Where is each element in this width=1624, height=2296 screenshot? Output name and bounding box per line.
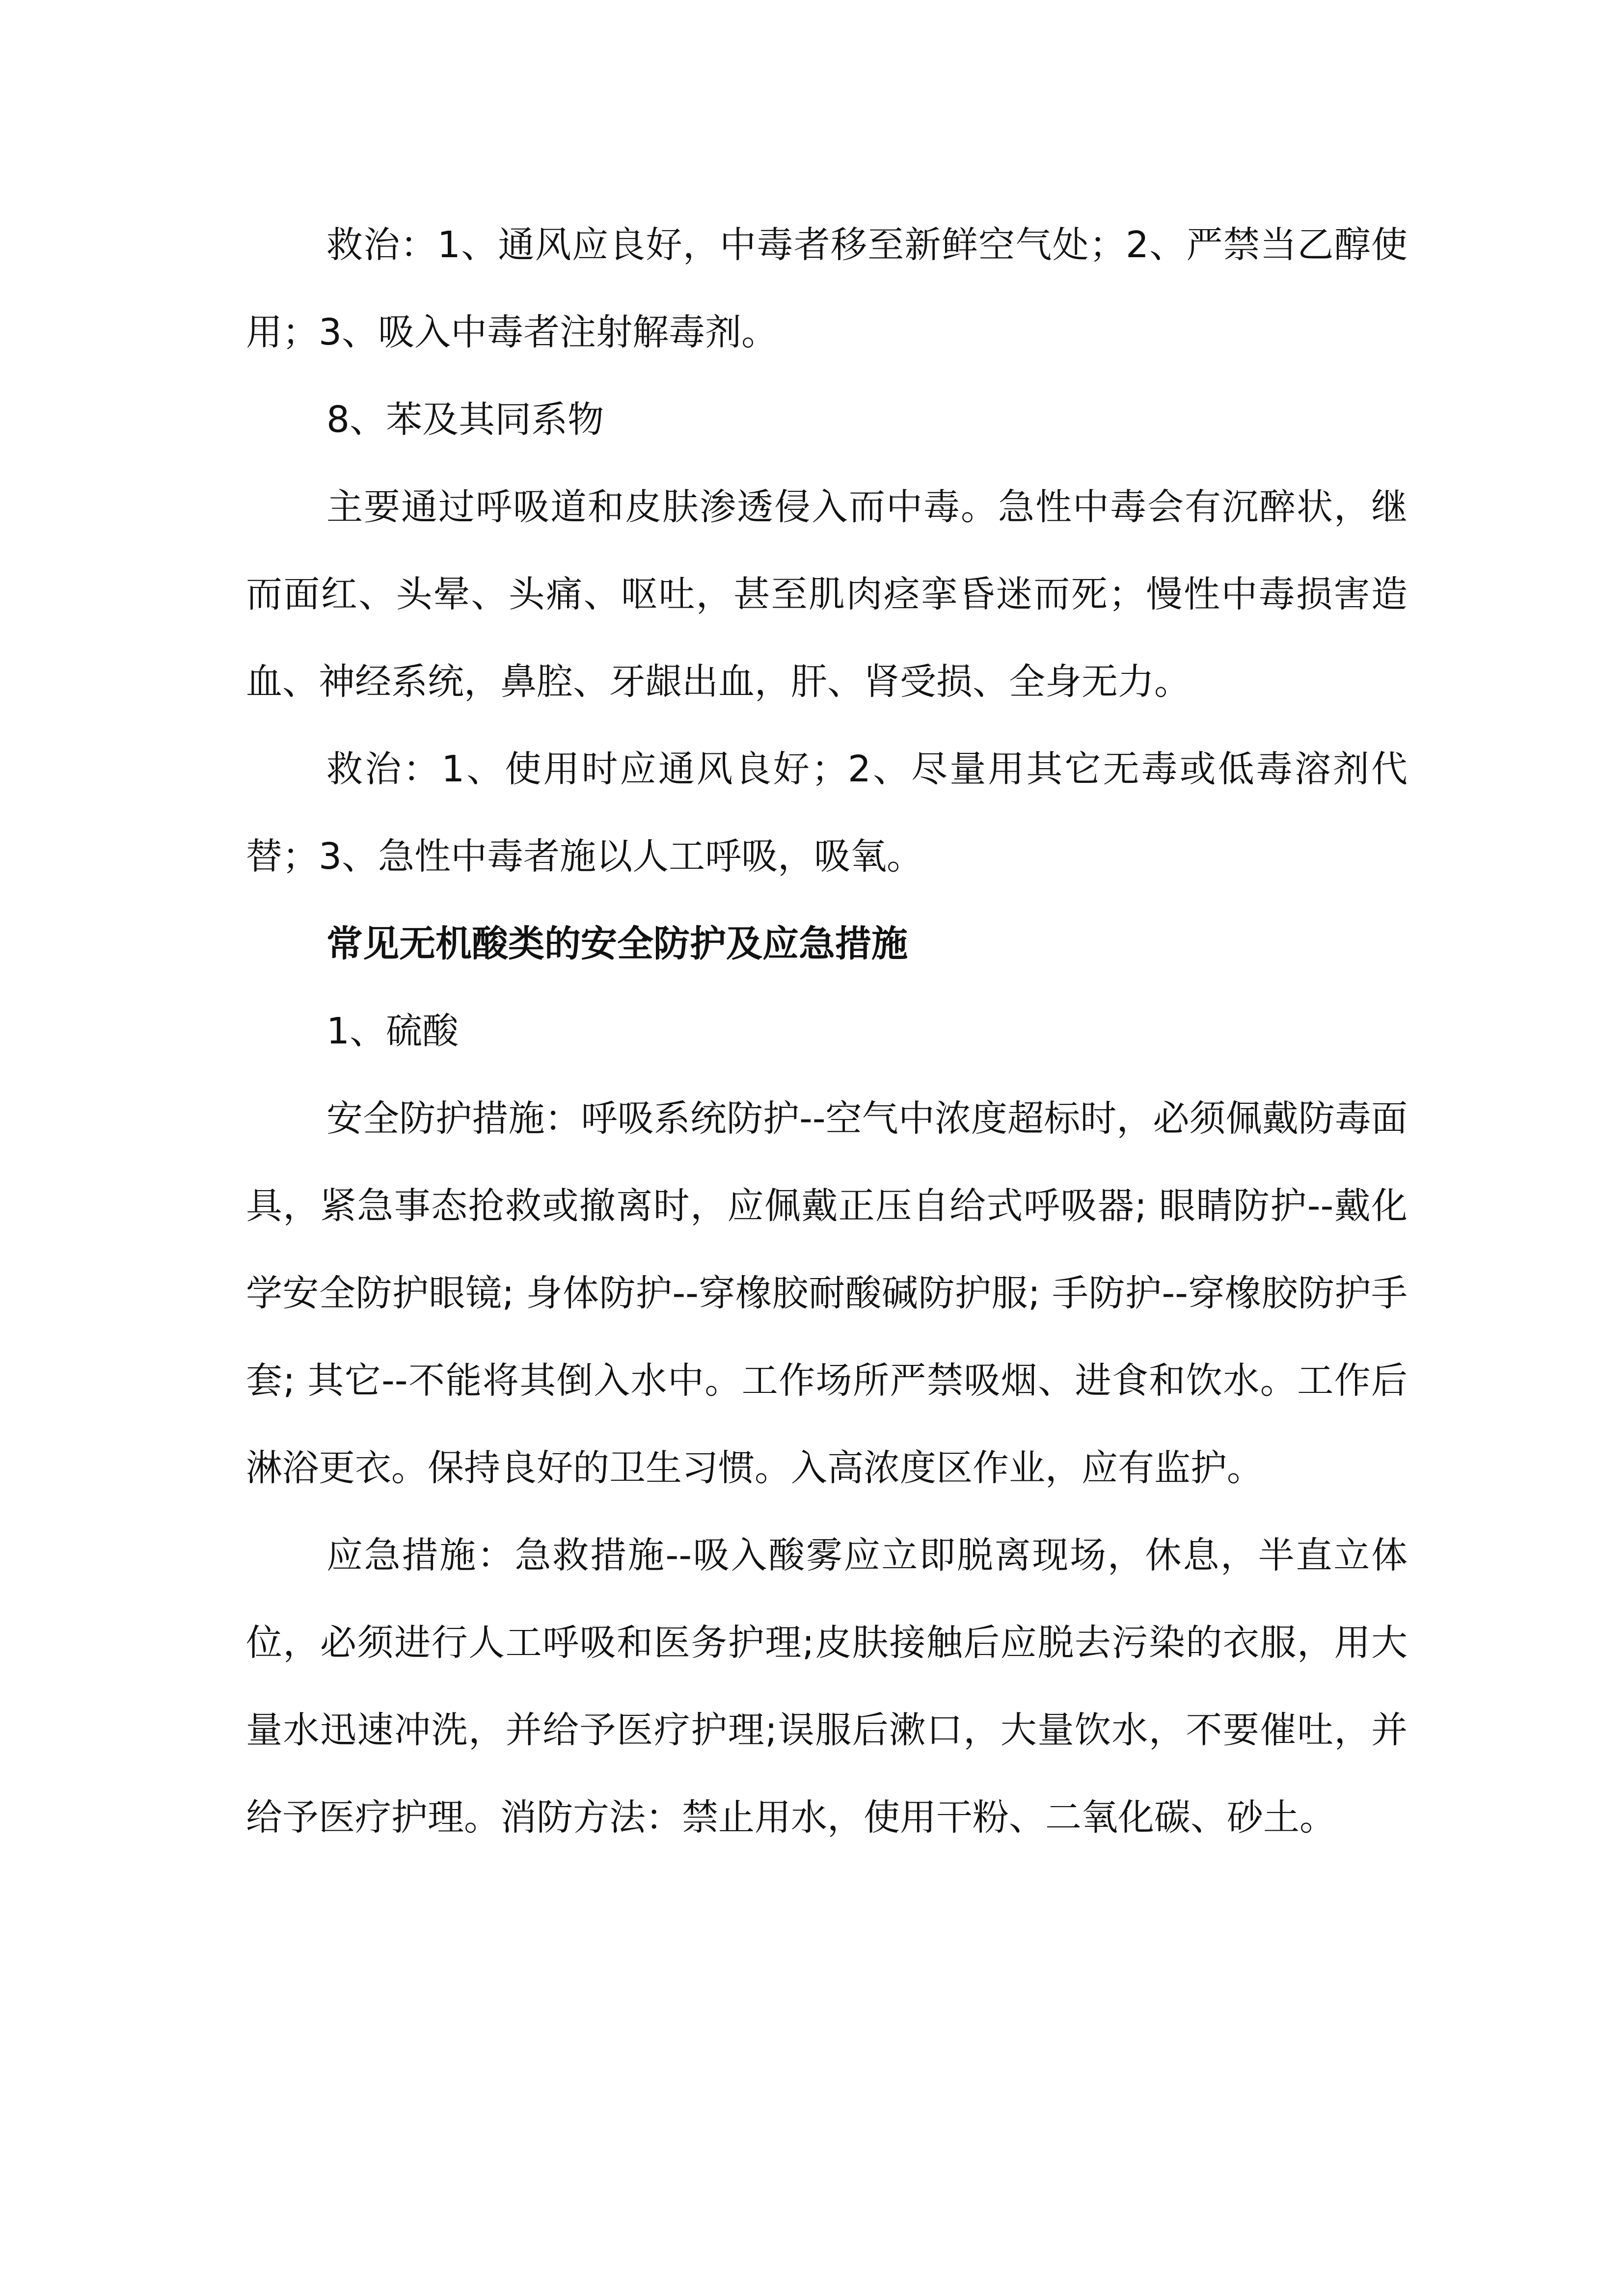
paragraph-safety-measures: 安全防护措施：呼吸系统防护--空气中浓度超标时，必须佩戴防毒面具，紧急事态抢救或撤离时，应佩戴正压自给式呼吸器; 眼睛防护--戴化学安全防护眼镜; 身体防护--穿橡胶耐酸碱防护服; 手防护--穿橡胶防护手套; 其它--不能将其倒入水中。工作场所严禁吸烟、进食和饮水。工作后淋浴更衣。保持良好的卫生习惯。入高浓度区作业，应有监护。 [246,1097,1407,1489]
paragraph-benzene-title: 8、苯及其同系物 [326,399,604,441]
paragraph-treatment-methanol: 救治：1、通风应良好，中毒者移至新鲜空气处；2、严禁当乙醇使用；3、吸入中毒者注射解毒剂。 [246,224,1407,353]
paragraph-sulfuric-acid-title: 1、硫酸 [326,1010,459,1052]
paragraph-treatment-benzene: 救治：1、使用时应通风良好；2、尽量用其它无毒或低毒溶剂代替；3、急性中毒者施以人工呼吸，吸氧。 [246,748,1407,878]
document-body [246,201,1407,1861]
paragraph-benzene-symptoms: 主要通过呼吸道和皮肤渗透侵入而中毒。急性中毒会有沉醉状，继而面红、头晕、头痛、呕吐，甚至肌肉痉挛昏迷而死；慢性中毒损害造血、神经系统，鼻腔、牙龈出血，肝、肾受损、全身无力。 [246,486,1407,703]
section-heading-inorganic-acids: 常见无机酸类的安全防护及应急措施 [326,923,908,965]
paragraph-emergency-measures: 应急措施：急救措施--吸入酸雾应立即脱离现场，休息，半直立体位，必须进行人工呼吸和医务护理;皮肤接触后应脱去污染的衣服，用大量水迅速冲洗，并给予医疗护理;误服后漱口，大量饮水，不要催吐，并给予医疗护理。消防方法：禁止用水，使用干粉、二氧化碳、砂土。 [246,1534,1407,1839]
